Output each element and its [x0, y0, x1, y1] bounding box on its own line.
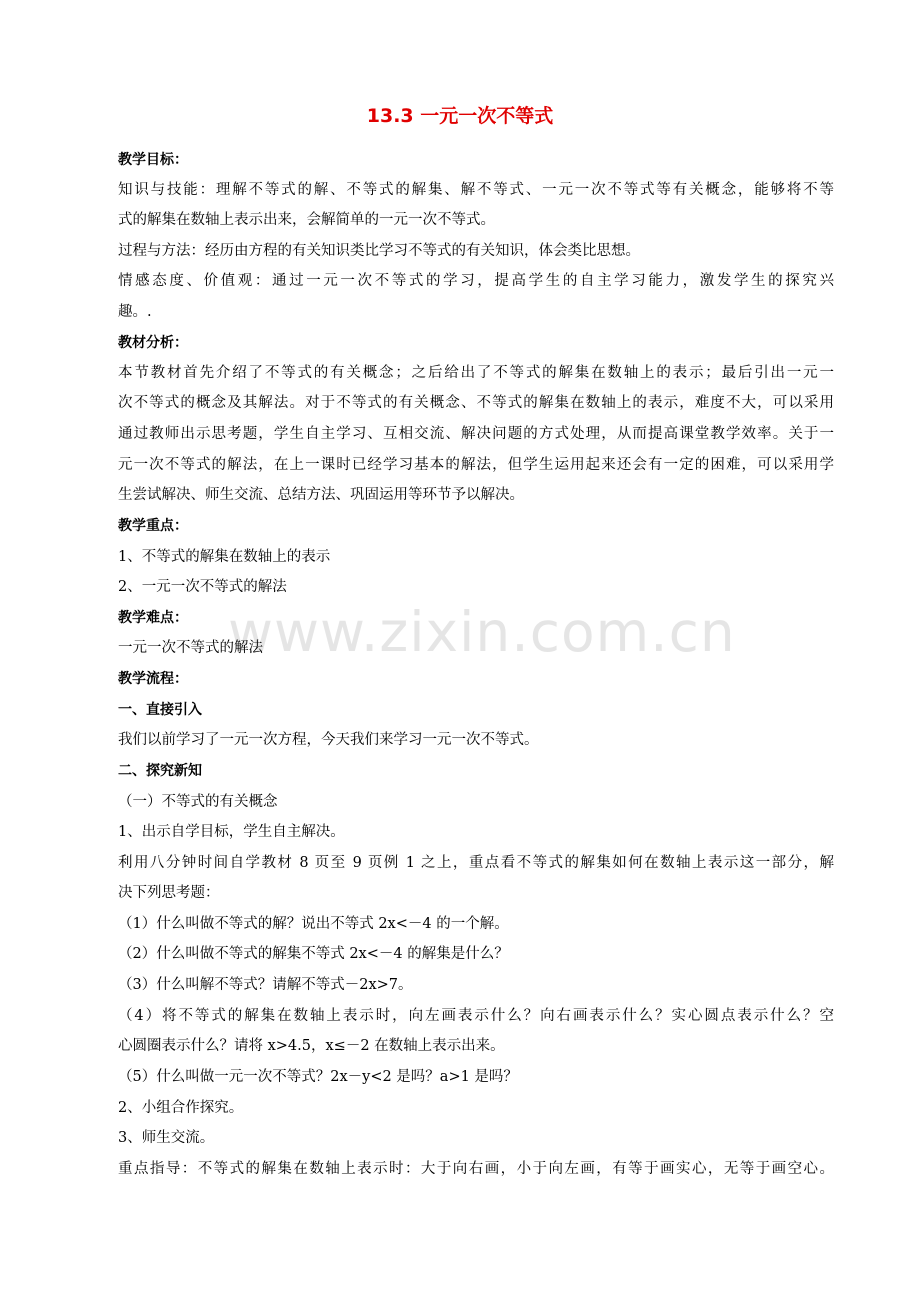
list-item: 1、不等式的解集在数轴上的表示: [118, 549, 331, 565]
question-item: 心圆圈表示什么？请将 x>4.5，x≤－2 在数轴上表示出来。: [118, 1038, 505, 1054]
paragraph-line: 过程与方法：经历由方程的有关知识类比学习不等式的有关知识，体会类比思想。: [118, 243, 640, 259]
paragraph-line: 我们以前学习了一元一次方程，今天我们来学习一元一次不等式。: [118, 732, 539, 748]
paragraph-line: 知识与技能：理解不等式的解、不等式的解集、解不等式、一元一次不等式等有关概念，能够将不等: [118, 182, 834, 198]
watermark: www.zixin.com.cn: [228, 600, 736, 664]
paragraph-line: 2、小组合作探究。: [118, 1100, 244, 1116]
paragraph-line: 1、出示自学目标，学生自主解决。: [118, 824, 345, 840]
list-item: 2、一元一次不等式的解法: [118, 579, 287, 595]
question-item: （2）什么叫做不等式的解集不等式 2x<－4 的解集是什么？: [118, 946, 509, 962]
paragraph-line: 情感态度、价值观：通过一元一次不等式的学习，提高学生的自主学习能力，激发学生的探究兴: [118, 273, 834, 289]
paragraph-line: 次不等式的概念及其解法。对于不等式的有关概念、不等式的解集在数轴上的表示，难度不大，可以采用: [118, 395, 834, 411]
heading-material-analysis: 教材分析：: [118, 335, 188, 351]
section-heading: 二、探究新知: [118, 763, 202, 779]
paragraph-line: 生尝试解决、师生交流、总结方法、巩固运用等环节予以解决。: [118, 487, 524, 503]
question-item: （1）什么叫做不等式的解？说出不等式 2x<－4 的一个解。: [118, 916, 509, 932]
paragraph-line: 重点指导：不等式的解集在数轴上表示时：大于向右画，小于向左画，有等于画实心，无等于画空心。: [118, 1161, 834, 1177]
paragraph-line: 本节教材首先介绍了不等式的有关概念；之后给出了不等式的解集在数轴上的表示；最后引出一元一: [118, 365, 834, 381]
page-title: 13.3 一元一次不等式: [366, 105, 554, 127]
paragraph-line: 3、师生交流。: [118, 1130, 215, 1146]
paragraph-line: 通过教师出示思考题，学生自主学习、互相交流、解决问题的方式处理，从而提高课堂教学效率。关于一: [118, 426, 834, 442]
question-item: （3）什么叫解不等式？请解不等式－2x>7。: [118, 977, 413, 993]
heading-difficulties: 教学难点：: [118, 610, 188, 626]
heading-teaching-objectives: 教学目标：: [118, 152, 188, 168]
paragraph-line: 元一次不等式的解法，在上一课时已经学习基本的解法，但学生运用起来还会有一定的困难，可以采用学: [118, 457, 834, 473]
section-heading: 一、直接引入: [118, 702, 202, 718]
subsection-heading: （一）不等式的有关概念: [118, 794, 278, 810]
paragraph-line: 利用八分钟时间自学教材 8 页至 9 页例 1 之上，重点看不等式的解集如何在数轴上表示这一部分，解: [118, 855, 834, 871]
heading-teaching-process: 教学流程：: [118, 671, 188, 687]
question-item: （4）将不等式的解集在数轴上表示时，向左画表示什么？向右画表示什么？实心圆点表示什么？空: [118, 1008, 834, 1024]
question-item: （5）什么叫做一元一次不等式？2x－y<2 是吗？a>1 是吗？: [118, 1069, 518, 1085]
paragraph-line: 趣。.: [118, 304, 152, 320]
paragraph-line: 决下列思考题：: [118, 885, 220, 901]
paragraph-line: 式的解集在数轴上表示出来，会解简单的一元一次不等式。: [118, 212, 495, 228]
paragraph-line: 一元一次不等式的解法: [118, 640, 263, 656]
heading-key-points: 教学重点：: [118, 518, 188, 534]
